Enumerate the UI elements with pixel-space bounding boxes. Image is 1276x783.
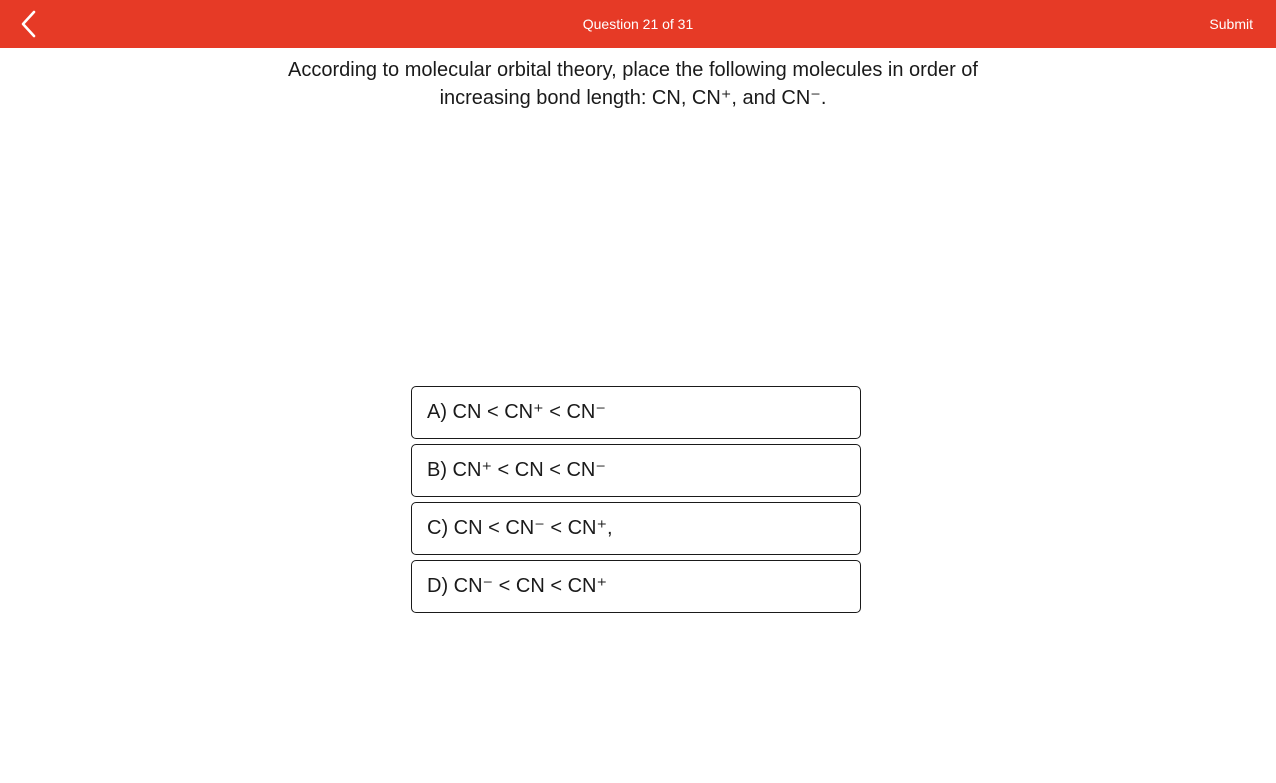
- answer-options: [411, 386, 861, 618]
- option-b[interactable]: B) CN⁺ < CN < CN⁻: [411, 444, 861, 497]
- option-d[interactable]: D) CN⁻ < CN < CN⁺: [411, 560, 861, 613]
- question-line-1: According to molecular orbital theory, place the following molecules in order of: [288, 59, 978, 81]
- chevron-left-icon: [14, 8, 46, 40]
- question-line-2: increasing bond length: CN, CN⁺, and CN⁻.: [439, 87, 827, 109]
- question-counter: Question 21 of 31: [582, 16, 694, 32]
- back-button[interactable]: [14, 8, 46, 40]
- question-text: [280, 56, 986, 112]
- option-c[interactable]: C) CN < CN⁻ < CN⁺,: [411, 502, 861, 555]
- option-a[interactable]: A) CN < CN⁺ < CN⁻: [411, 386, 861, 439]
- top-bar: [0, 0, 1276, 48]
- submit-button[interactable]: Submit: [1209, 16, 1253, 32]
